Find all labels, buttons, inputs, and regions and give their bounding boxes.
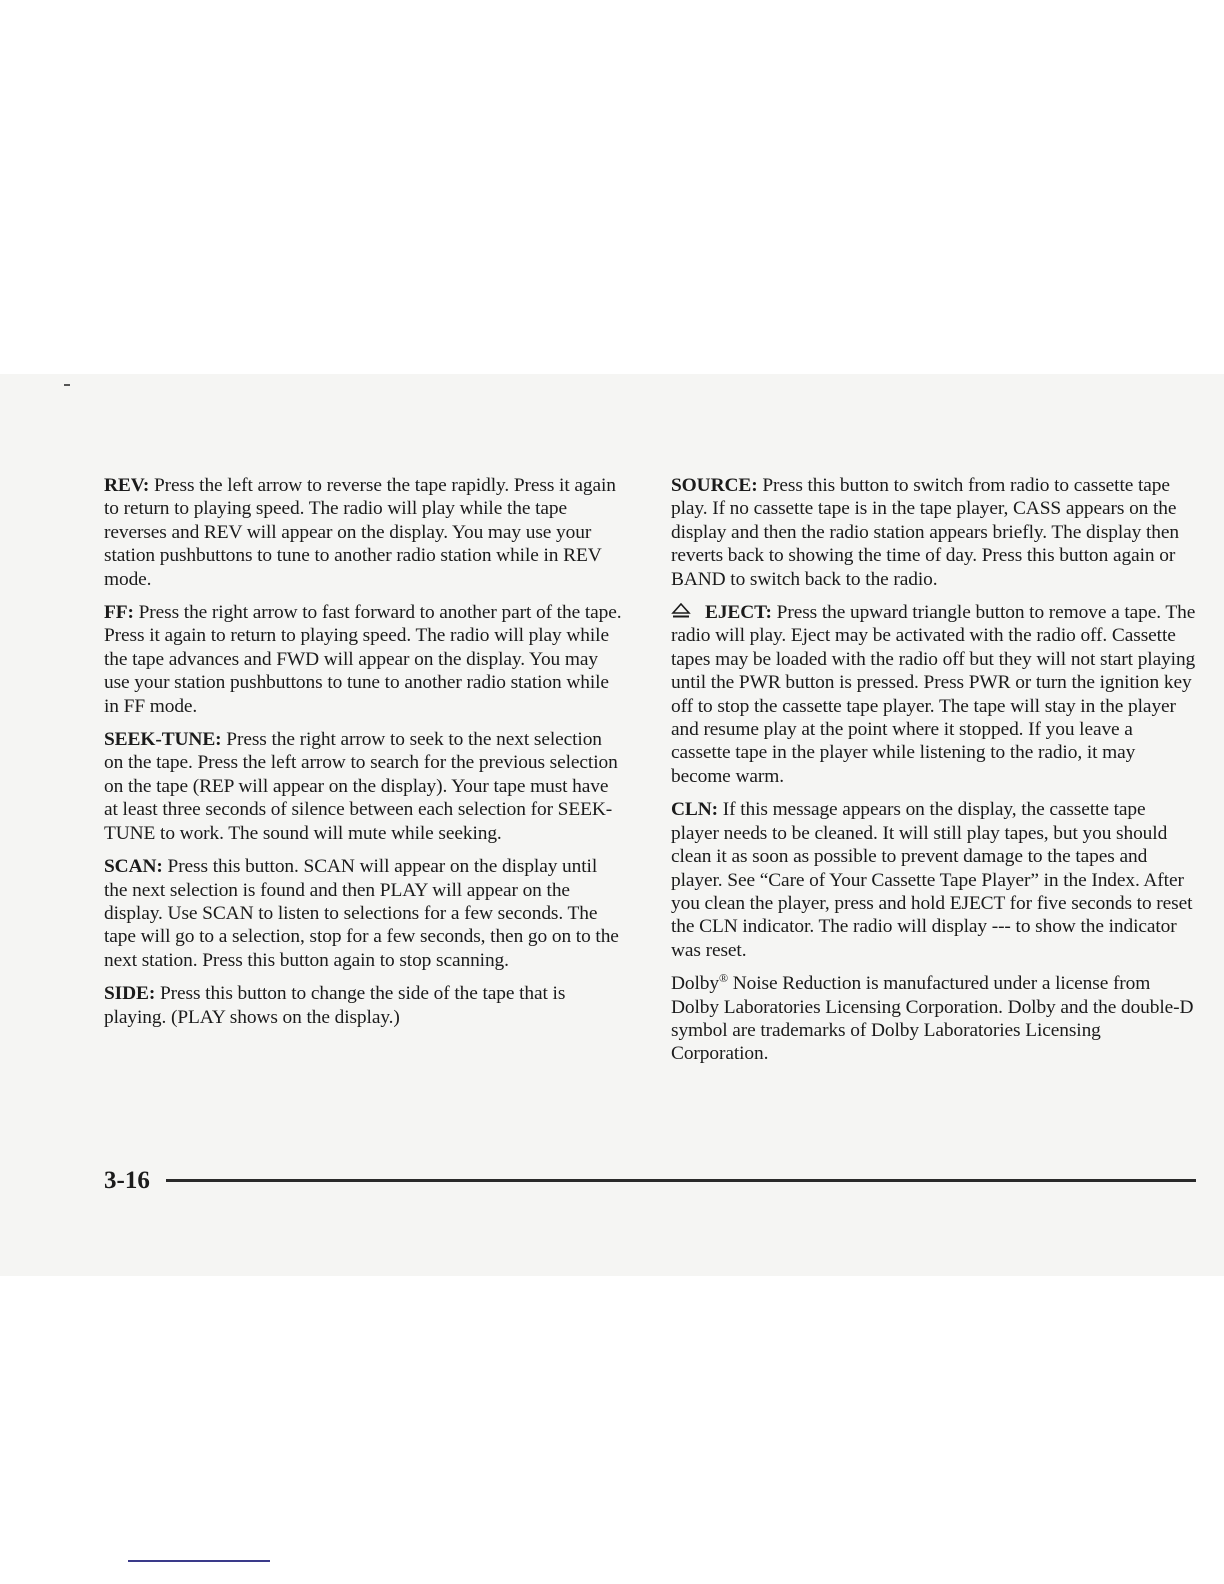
cln-term: CLN: — [671, 799, 718, 821]
source-paragraph — [671, 474, 1196, 591]
ff-term: FF: — [104, 602, 134, 624]
left-column — [104, 474, 624, 1039]
rev-term: REV: — [104, 475, 150, 496]
source-text: Press this button to switch from radio to cassette tape play. If no cassette tape is in the tape player, CASS appears on the display and then the radio station appears briefly. The display then reverts back to showing the time of day. Press this button again or BAND to switch back to the radio. — [671, 475, 1179, 590]
dolby-text: Noise Reduction is manufactured under a license from Dolby Laboratories Licensing Corporation. Dolby and the double-D symbol are trademarks of Dolby Laboratories Licensing Corporation. — [671, 973, 1194, 1065]
eject-term: EJECT: — [705, 602, 772, 624]
scan-dash-mark — [64, 384, 70, 386]
eject-paragraph — [671, 601, 1196, 788]
ff-paragraph — [104, 601, 624, 718]
eject-icon — [671, 603, 691, 619]
cln-text: If this message appears on the display, the cassette tape player needs to be cleaned. It will still play tapes, but you should clean it as soon as possible to prevent damage to the tapes and player. See “Care of Your Cassette Tape Player” in the Index. After you clean the player, press and hold EJECT for five seconds to reset the CLN indicator. The radio will display --- to show the indicator was reset. — [671, 799, 1193, 961]
dolby-word: Dolby — [671, 973, 719, 995]
rev-text: Press the left arrow to reverse the tape rapidly. Press it again to return to playing speed. The radio will play while the tape reverses and REV will appear on the display. You may use your station pushbuttons to tune to another radio station while in REV mode. — [104, 475, 616, 590]
scan-term: SCAN: — [104, 856, 163, 878]
side-term: SIDE: — [104, 983, 156, 1005]
seek-tune-paragraph — [104, 728, 624, 845]
cln-paragraph — [671, 798, 1196, 962]
side-text: Press this button to change the side of the tape that is playing. (PLAY shows on the display.) — [104, 983, 566, 1028]
registered-mark: ® — [718, 971, 729, 986]
right-column — [671, 474, 1196, 1076]
scan-text: Press this button. SCAN will appear on the display until the next selection is found and then PLAY will appear on the display. Use SCAN to listen to selections for a few seconds. The tape will go to a selection, stop for a few seconds, then go on to the next station. Press this button again to stop scanning. — [104, 856, 619, 971]
footer-rule — [166, 1179, 1196, 1182]
rev-paragraph — [104, 474, 624, 591]
dolby-paragraph — [671, 972, 1196, 1066]
eject-text: Press the upward triangle button to remove a tape. The radio will play. Eject may be activated with the radio off. Cassette tapes may be loaded with the radio off but they will not start playing until the PWR button is pressed. Press PWR or turn the ignition key off to stop the cassette tape player. The tape will stay in the player and resume play at the point where it stopped. If you leave a cassette tape in the player while listening to the radio, it may become warm. — [671, 602, 1196, 787]
ff-text: Press the right arrow to fast forward to another part of the tape. Press it again to return to playing speed. The radio will play while the tape advances and FWD will appear on the display. You may use your station pushbuttons to tune to another radio station while in FF mode. — [104, 602, 622, 717]
source-term: SOURCE: — [671, 475, 758, 496]
page-number: 3-16 — [104, 1167, 150, 1194]
seek-tune-text: Press the right arrow to seek to the next selection on the tape. Press the left arrow to search for the previous selection on the tape (REP will appear on the display). Your tape must have at least three seconds of silence between each selection for SEEK-TUNE to work. The sound will mute while seeking. — [104, 729, 618, 844]
seek-tune-term: SEEK-TUNE: — [104, 729, 222, 751]
bottom-rule — [128, 1560, 270, 1562]
side-paragraph — [104, 982, 624, 1029]
scan-paragraph — [104, 855, 624, 972]
page-footer — [104, 1166, 1196, 1198]
